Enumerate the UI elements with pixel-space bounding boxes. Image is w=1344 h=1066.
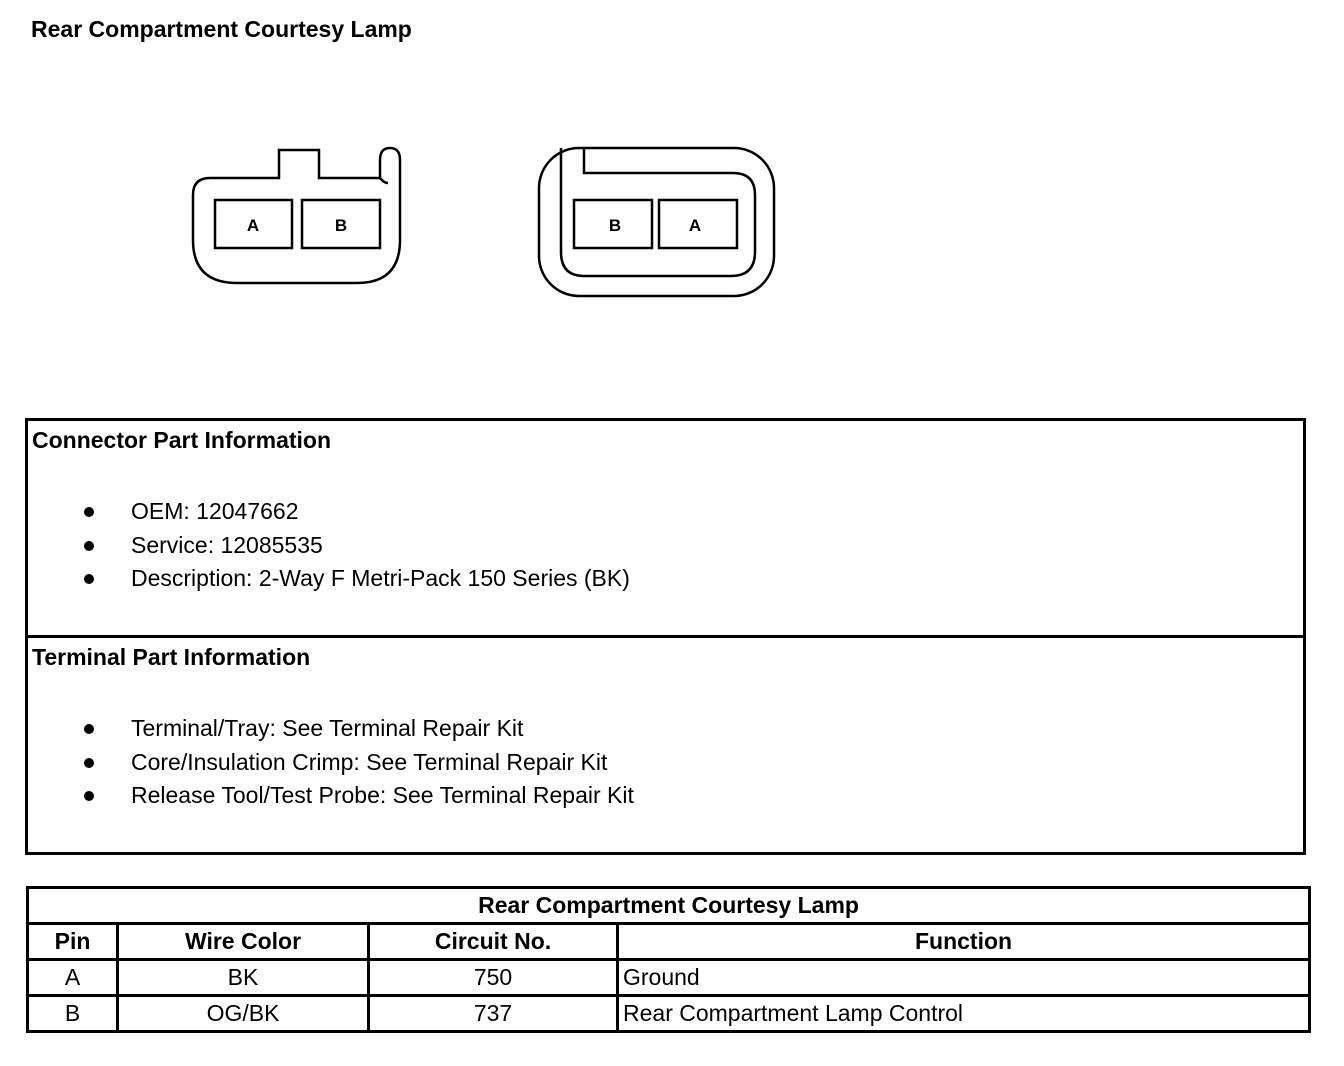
circuit-no-cell: 750: [369, 960, 618, 996]
column-header-circuit-no: Circuit No.: [369, 924, 618, 960]
pin-cell: B: [28, 996, 118, 1032]
column-header-wire-color: Wire Color: [118, 924, 369, 960]
table-row: [28, 960, 1310, 996]
table-title-row: [28, 888, 1310, 924]
list-item: [28, 779, 634, 813]
right-pin-a-label: A: [688, 216, 702, 235]
bullet-icon: [84, 758, 94, 768]
list-item: [28, 495, 630, 529]
connector-part-info-box: [25, 418, 1306, 638]
terminal-part-info-box: [25, 635, 1306, 855]
right-pin-b-label: B: [608, 216, 622, 235]
connector-part-info-heading: Connector Part Information: [32, 427, 332, 453]
right-connector: [539, 148, 774, 296]
table-title: Rear Compartment Courtesy Lamp: [28, 888, 1310, 924]
function-cell: Rear Compartment Lamp Control: [618, 996, 1310, 1032]
list-item-text: Description: 2-Way F Metri-Pack 150 Series (BK): [131, 565, 630, 591]
column-header-function: Function: [618, 924, 1310, 960]
list-item-text: OEM: 12047662: [131, 498, 299, 524]
table-row: [28, 996, 1310, 1032]
wire-color-cell: OG/BK: [118, 996, 369, 1032]
table-header-row: [28, 924, 1310, 960]
connector-part-info-list: [28, 495, 630, 596]
bullet-icon: [84, 791, 94, 801]
list-item-text: Service: 12085535: [131, 531, 323, 558]
list-item-text: Core/Insulation Crimp: See Terminal Repair Kit: [131, 748, 608, 775]
list-item-text: Terminal/Tray: See Terminal Repair Kit: [131, 715, 524, 741]
wire-color-cell: BK: [118, 960, 369, 996]
bullet-icon: [84, 574, 94, 584]
left-connector: [193, 148, 400, 283]
list-item: [28, 712, 634, 746]
connector-diagrams: [0, 0, 900, 320]
bullet-icon: [84, 724, 94, 734]
bullet-icon: [84, 541, 94, 551]
list-item: [28, 529, 630, 563]
list-item: [28, 562, 630, 596]
function-cell: Ground: [618, 960, 1310, 996]
page-title: Rear Compartment Courtesy Lamp: [31, 16, 412, 42]
bullet-icon: [84, 507, 94, 517]
left-pin-a-label: A: [246, 216, 260, 235]
column-header-pin: Pin: [28, 924, 118, 960]
left-pin-b-label: B: [334, 216, 348, 235]
terminal-part-info-list: [28, 712, 634, 813]
pinout-table: [26, 886, 1311, 1033]
list-item: [28, 746, 634, 780]
list-item-text: Release Tool/Test Probe: See Terminal Repair Kit: [131, 782, 634, 808]
circuit-no-cell: 737: [369, 996, 618, 1032]
pin-cell: A: [28, 960, 118, 996]
terminal-part-info-heading: Terminal Part Information: [32, 644, 311, 670]
